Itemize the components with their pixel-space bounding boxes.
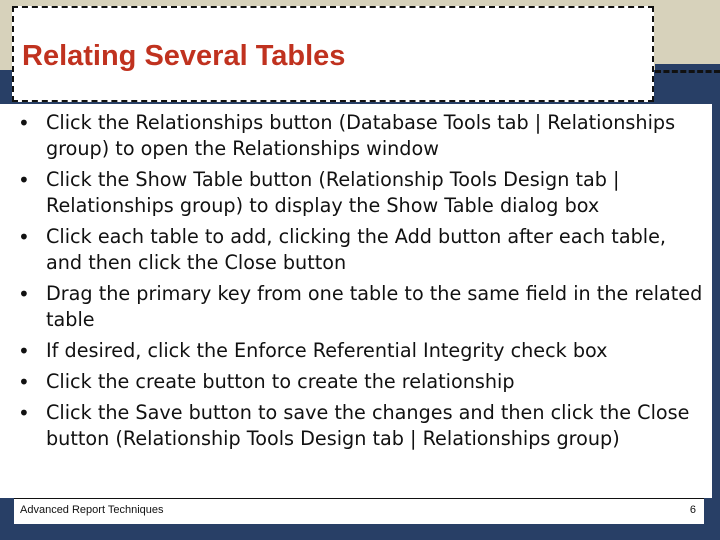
bullet-item	[18, 338, 704, 364]
footer-title: Advanced Report Techniques	[20, 504, 164, 516]
bullet-text: Drag the primary key from one table to the same field in the related table	[46, 282, 703, 331]
bullet-text: Click the create button to create the relationship	[46, 370, 515, 393]
bullet-text: Click the Save button to save the changes and then click the Close button (Relationship Tools Design tab | Relationships group)	[46, 401, 690, 450]
footer-divider	[14, 498, 704, 499]
slide-title: Relating Several Tables	[22, 40, 346, 72]
bullet-marker: •	[18, 339, 30, 363]
bullet-text: Click the Show Table button (Relationship Tools Design tab | Relationships group) to display the Show Table dialog box	[46, 168, 620, 217]
bullet-marker: •	[18, 111, 30, 135]
bullet-item	[18, 167, 704, 219]
bullet-marker: •	[18, 168, 30, 192]
bullet-item	[18, 281, 704, 333]
bullet-text: If desired, click the Enforce Referential Integrity check box	[46, 339, 608, 362]
bullet-item	[18, 369, 704, 395]
bullet-marker: •	[18, 401, 30, 425]
bullet-marker: •	[18, 225, 30, 249]
page-number: 6	[689, 504, 696, 516]
slide-footer	[14, 498, 704, 524]
bullet-list	[18, 110, 704, 457]
bullet-text: Click each table to add, clicking the Add button after each table, and then click the Close button	[46, 225, 666, 274]
bullet-text: Click the Relationships button (Database Tools tab | Relationships group) to open the Relationships window	[46, 111, 676, 160]
dashed-divider	[655, 70, 720, 73]
bullet-item	[18, 400, 704, 452]
bullet-marker: •	[18, 282, 30, 306]
content-area	[0, 104, 712, 498]
bullet-item	[18, 224, 704, 276]
bullet-item	[18, 110, 704, 162]
bullet-marker: •	[18, 370, 30, 394]
title-box	[12, 6, 654, 102]
